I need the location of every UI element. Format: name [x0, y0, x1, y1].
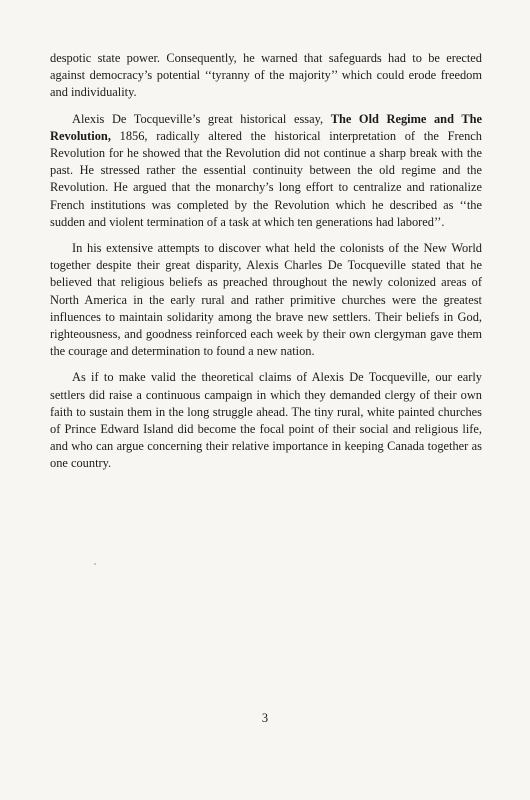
book-title: The Old Regime and The Revolution, — [50, 111, 482, 143]
page-number: 3 — [261, 711, 269, 725]
paragraph-old-regime-rest: 1856, radically altered the historical interpretation of the French Revolution for he showed that the Revolution did not continue a sharp break with the past. He stressed rather the essential continuity between the old regime and the Revolution. He argued that the monarchy’s long effort to centralize and rationalize French institutions was completed by the Revolution which he described as ‘‘the sudden and violent termination of a task at which ten generations had labored’’. — [50, 128, 482, 229]
paragraph-settlers: As if to make valid the theoretical claims of Alexis De Tocqueville, our early settlers did raise a continuous campaign in which they demanded clergy of their own faith to sustain them in the long struggle ahead. The tiny rural, white painted churches of Prince Edward Island did become the focal point of their social and religious life, and who can argue concerning their relative importance in keeping Canada together as one country. — [50, 370, 482, 471]
document-body — [50, 50, 482, 482]
paragraph-old-regime — [50, 111, 482, 231]
paper-speck — [94, 563, 96, 565]
paragraph-new-world: In his extensive attempts to discover what held the colonists of the New World together despite their great disparity, Alexis Charles De Tocqueville stated that he believed that religious beliefs as preached throughout the newly colonized areas of North America in the early rural and rather primitive churches were the greatest influences to maintain solidarity among the brave new settlers. Their beliefs in God, righteousness, and goodness reinforced each week by their own clergyman gave them the courage and determination to found a new nation. — [50, 241, 482, 359]
paragraph-old-regime-intro: Alexis De Tocqueville’s great historical essay, — [72, 111, 331, 126]
paragraph-continuation: despotic state power. Consequently, he warned that safeguards had to be erected against democracy’s potential ‘‘tyranny of the majority’’ which could erode freedom and individuality. — [50, 51, 482, 100]
